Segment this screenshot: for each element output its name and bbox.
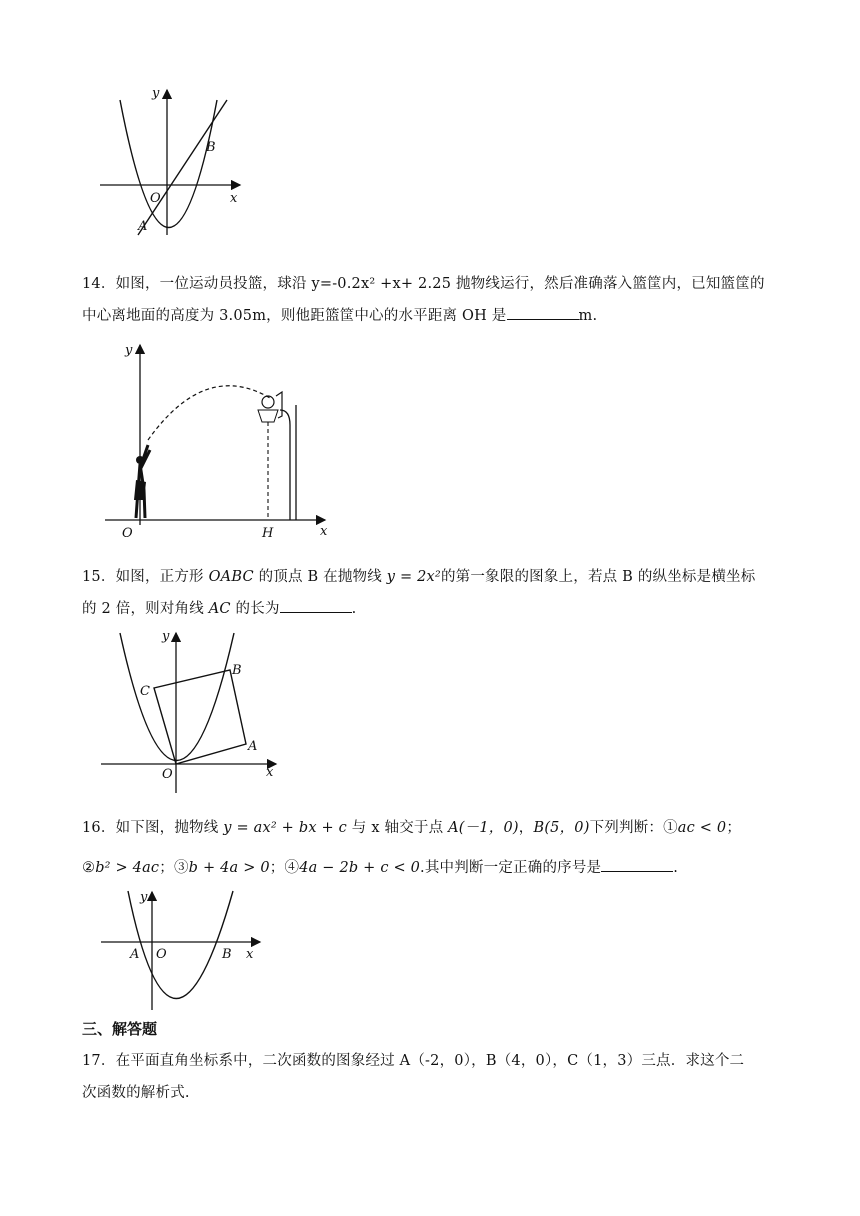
y-label: y <box>140 890 148 905</box>
q16-judgment-1: ac < 0 <box>677 820 727 836</box>
q16-judgment-4: 4a − 2b + c < 0 <box>299 860 421 876</box>
q16-line-2 <box>82 856 678 877</box>
q16-text: 下列判断：① <box>589 820 678 836</box>
straight-line <box>138 100 227 235</box>
q14-unit: m. <box>578 308 598 324</box>
q16-line-1 <box>82 816 741 837</box>
x-label: x <box>246 947 254 962</box>
x-label: x <box>230 191 238 206</box>
q14-text-2: 中心离地面的高度为 3.05m，则他距篮筐中心的水平距离 OH 是 <box>82 308 507 324</box>
q15-answer-blank[interactable] <box>280 611 352 613</box>
player-icon <box>134 445 150 518</box>
q17-text-2: 次函数的解析式. <box>82 1085 190 1101</box>
point-a-label: A <box>130 947 140 962</box>
q17-text-1: 在平面直角坐标系中，二次函数的图象经过 A（-2，0），B（4，0），C（1，3）三点．求这个二 <box>115 1053 745 1069</box>
q15-text: 如图，正方形 <box>115 569 209 585</box>
q16-text: .其中判断一定正确的序号是 <box>420 860 602 876</box>
q16-text: 如下图，抛物线 <box>115 820 224 836</box>
figure-13 <box>95 85 255 245</box>
q16-parabola-eq: y = ax² + bx + c <box>223 820 347 836</box>
q14-answer-blank[interactable] <box>507 318 579 320</box>
q16-judgment-3: b + 4a > 0 <box>188 860 270 876</box>
x-label: x <box>266 765 274 780</box>
section-heading: 三、解答题 <box>82 1020 158 1038</box>
parabola <box>120 100 217 228</box>
q15-text: 的顶点 B 在抛物线 <box>253 569 387 585</box>
origin-label: O <box>162 767 173 782</box>
origin-label: O <box>156 947 167 962</box>
q17-number: 17． <box>82 1053 116 1069</box>
figure-14 <box>100 340 340 540</box>
point-h-label: H <box>262 526 274 541</box>
q14-number: 14． <box>82 276 116 292</box>
point-a-label: A <box>138 219 148 234</box>
q16-text: ② <box>82 860 96 876</box>
parabola <box>120 633 234 761</box>
point-b-label: B <box>232 663 242 678</box>
figure-15-graph <box>98 628 298 798</box>
hoop-pole <box>280 405 296 520</box>
q16-text: 与 x 轴交于点 <box>347 820 449 836</box>
q15-number: 15． <box>82 569 116 585</box>
origin-label: O <box>122 526 133 541</box>
q15-text: 的长为 <box>230 601 280 617</box>
hoop-net-icon <box>258 410 278 422</box>
figure-15 <box>98 628 298 798</box>
q16-point-a: A(－1，0) <box>448 820 519 836</box>
q15-line-2 <box>82 597 356 618</box>
q15-parabola-eq: y = 2x² <box>386 569 441 585</box>
q16-point-b: B(5，0) <box>533 820 590 836</box>
q15-line-1 <box>82 565 755 586</box>
point-b-label: B <box>206 140 216 155</box>
q15-square-name: OABC <box>208 569 254 585</box>
figure-16-graph <box>98 888 268 1013</box>
y-label: y <box>152 86 160 101</box>
point-a-label: A <box>248 739 258 754</box>
q16-number: 16． <box>82 820 116 836</box>
q15-text: . <box>351 601 357 617</box>
q16-text: ；③ <box>159 860 189 876</box>
basketball-icon <box>262 396 274 408</box>
q16-text: . <box>673 860 679 876</box>
q16-answer-blank[interactable] <box>601 870 673 872</box>
q16-text: ； <box>726 820 742 836</box>
q15-text: 的 2 倍，则对角线 <box>82 601 209 617</box>
y-label: y <box>162 629 170 644</box>
q14-text-1: 如图，一位运动员投篮，球沿 y=-0.2x² +x+ 2.25 抛物线运行，然后准确落入篮筐内，已知篮筐的 <box>115 276 765 292</box>
q15-diagonal: AC <box>208 601 231 617</box>
square-oabc <box>154 670 246 764</box>
ball-trajectory <box>148 386 270 440</box>
point-c-label: C <box>140 684 150 699</box>
q16-text: ， <box>518 820 534 836</box>
figure-14-graph <box>100 340 340 540</box>
q17-line-2 <box>82 1081 190 1102</box>
parabola <box>128 891 233 999</box>
x-label: x <box>320 524 328 539</box>
y-label: y <box>125 343 133 358</box>
q15-text: 的第一象限的图象上，若点 B 的纵坐标是横坐标 <box>440 569 756 585</box>
figure-16 <box>98 888 268 1013</box>
point-b-label: B <box>222 947 232 962</box>
q17-line-1 <box>82 1049 744 1070</box>
q16-text: ；④ <box>269 860 300 876</box>
origin-label: O <box>150 191 161 206</box>
q14-line-1 <box>82 272 765 293</box>
figure-13-graph <box>95 85 255 245</box>
q16-judgment-2: b² > 4ac <box>95 860 160 876</box>
q14-line-2 <box>82 304 597 325</box>
